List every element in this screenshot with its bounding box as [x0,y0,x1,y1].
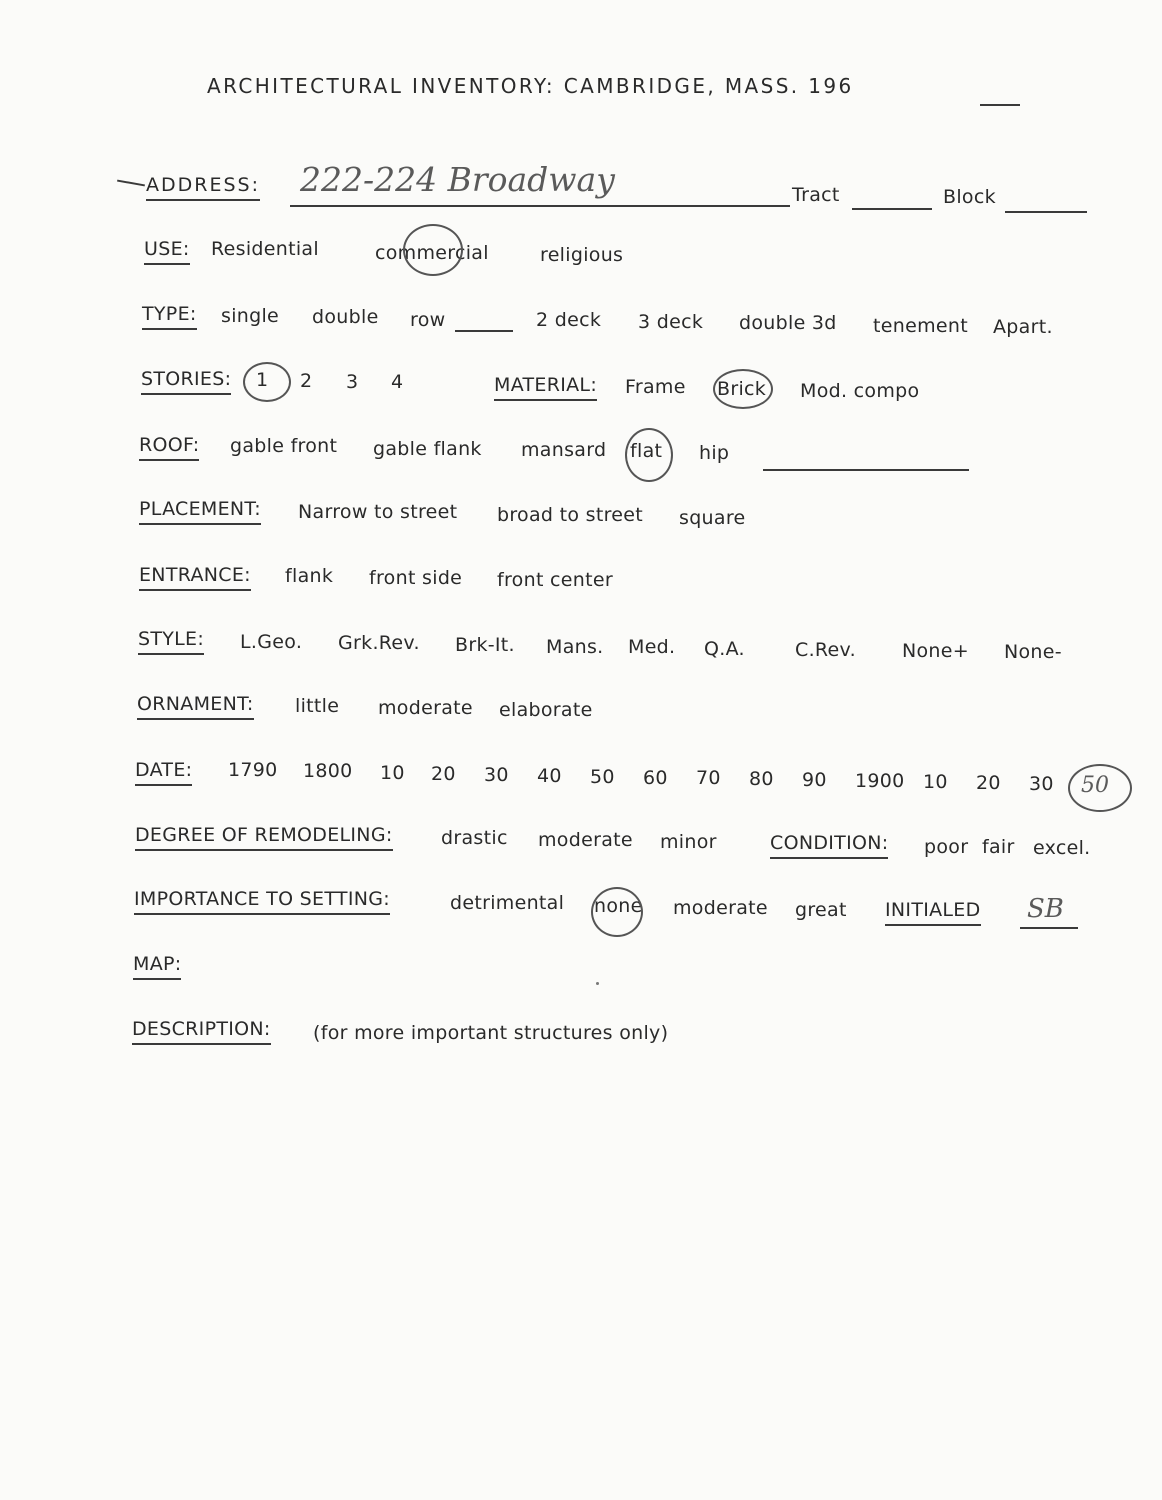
date-option: 10 [380,762,405,784]
placement-option: square [679,507,746,529]
placement-option: broad to street [497,504,644,526]
roof-option: flat [630,440,663,462]
type-option: 3 deck [638,311,704,333]
remodeling-label: DEGREE OF REMODELING: [135,826,393,851]
ornament-label: ORNAMENT: [137,695,254,720]
row-blank-line [455,330,513,332]
ornament-option: elaborate [499,699,593,721]
importance-option: moderate [673,897,768,919]
date-option: 90 [802,769,827,791]
importance-option: none [594,895,643,917]
initialed-label: INITIALED [885,901,981,926]
placement-option: Narrow to street [298,501,458,523]
address-label: ADDRESS: [146,176,260,201]
roof-option: gable flank [373,438,482,460]
material-option: Mod. compo [800,380,920,402]
remodeling-option: drastic [441,827,508,849]
description-note: (for more important structures only) [313,1022,669,1044]
selection-circle [713,369,773,409]
material-option: Frame [625,376,686,398]
date-label: DATE: [135,761,192,786]
remodeling-option: moderate [538,829,633,851]
entrance-option: flank [285,565,334,587]
selection-circle [243,362,291,402]
date-option: 1900 [855,770,905,792]
description-label: DESCRIPTION: [132,1020,271,1045]
map-label: MAP: [133,955,181,980]
year-blank-line [980,104,1020,106]
date-option: 20 [431,763,456,785]
paper-speck [596,982,599,985]
stories-option: 1 [256,369,269,391]
selection-circle [591,887,643,937]
condition-option: excel. [1033,837,1091,859]
selection-circle [625,428,673,482]
type-option: double 3d [739,312,837,334]
ornament-option: moderate [378,697,473,719]
condition-label: CONDITION: [770,834,888,859]
date-option: 10 [923,771,948,793]
address-value: 222-224 Broadway [300,160,615,199]
date-option: 60 [643,767,668,789]
block-label: Block [943,186,996,208]
type-option: row [410,309,446,331]
use-option: commercial [375,242,489,264]
condition-option: fair [982,836,1015,858]
style-option: L.Geo. [240,631,303,653]
date-option: 30 [484,764,509,786]
selection-circle [403,224,463,276]
block-line [1005,211,1087,213]
initialed-value: SB [1027,894,1064,924]
roof-blank-line [763,469,969,471]
tract-line [852,208,932,210]
entrance-option: front center [497,569,613,591]
date-option: 70 [696,767,721,789]
stories-option: 3 [346,371,359,393]
pen-stroke-mark [117,180,145,187]
initialed-line [1020,927,1078,929]
entrance-label: ENTRANCE: [139,566,251,591]
date-option: 40 [537,765,562,787]
style-option: Mans. [546,636,604,658]
style-label: STYLE: [138,630,204,655]
type-option: double [312,306,379,328]
roof-option: mansard [521,439,607,461]
date-option: 30 [1029,773,1054,795]
placement-label: PLACEMENT: [139,500,261,525]
condition-option: poor [924,836,969,858]
style-option: Med. [628,636,676,658]
style-option: Brk-It. [455,634,515,656]
remodeling-option: minor [660,831,717,853]
importance-option: great [795,899,847,921]
date-option: 1800 [303,760,353,782]
importance-option: detrimental [450,892,565,914]
type-option: 2 deck [536,309,602,331]
material-label: MATERIAL: [494,376,597,401]
stories-label: STORIES: [141,370,231,395]
address-line [290,205,790,207]
style-option: None+ [902,640,969,662]
type-option: single [221,305,280,327]
form-title: ARCHITECTURAL INVENTORY: CAMBRIDGE, MASS. 196 [207,74,854,98]
type-option: Apart. [993,316,1053,338]
roof-option: hip [699,442,730,464]
use-option: religious [540,244,624,266]
roof-label: ROOF: [139,436,199,461]
date-option: 1790 [228,759,278,781]
ornament-option: little [295,695,340,717]
type-option: tenement [873,315,968,337]
use-option: Residential [211,238,319,260]
roof-option: gable front [230,435,338,457]
material-option: Brick [717,378,767,400]
date-option: 80 [749,768,774,790]
stories-option: 4 [391,371,404,393]
importance-label: IMPORTANCE TO SETTING: [134,890,390,915]
style-option: Grk.Rev. [338,632,420,654]
style-option: Q.A. [704,638,745,660]
use-label: USE: [144,240,190,265]
tract-label: Tract [792,184,840,206]
date-option: 50 [590,766,615,788]
date-option: 20 [976,772,1001,794]
type-label: TYPE: [142,305,197,330]
style-option: None- [1004,641,1062,663]
date-handwritten: 50 [1081,773,1109,798]
stories-option: 2 [300,370,313,392]
entrance-option: front side [369,567,463,589]
style-option: C.Rev. [795,639,856,661]
